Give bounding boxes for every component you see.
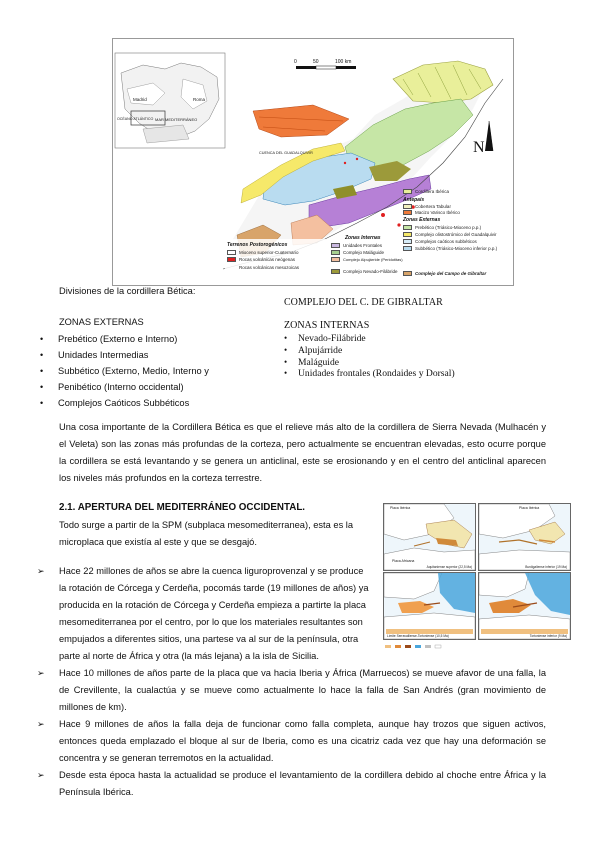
bullet-9ma: ➢ Hace 9 millones de años la falla deja de funcionar como falla completa, aunque hay trozos que siguen activos, entonces queda emplazado el bloque al sur de Iberia, como es una cicatriz cada vez que hay una deformación se concentra y se generan terremotos en la actualidad. [37, 716, 546, 767]
section-intro-line-1: Todo surge a partir de la SPM (subplaca mesomediterranea), esta es la [59, 520, 354, 530]
list-item: • Unidades frontales (Rondaides y Dorsal) [270, 368, 590, 380]
legend-swatch-iberica [403, 189, 412, 194]
legend-swatch-neogenas [227, 257, 236, 262]
list-item: • Maláguide [270, 357, 590, 369]
legend-swatch-macizo [403, 210, 412, 215]
legend-mioceno: Mioceno superior-Cuaternario [239, 250, 299, 255]
panels-legend-drawing [383, 644, 569, 649]
legend-swatch-caoticos [403, 239, 412, 244]
legend-complejo-guadalquivir: Complejo olistostrómico del Guadalquivir [415, 232, 497, 237]
legend-swatch-guadalquivir [403, 232, 412, 237]
bullet-22ma [37, 563, 389, 665]
panels-legend-strip [383, 636, 569, 641]
intro-paragraph: Una cosa importante de la Cordillera Bética es que el relieve más alto de la cordillera de Sierra Nevada (Mulhacén y el Veleta) son las zonas más profundas de la corteza, pero actualmente se encuentran elevadas, esto ocurre porque la cordillera se está levantando y se genera un anticlinal, este se erosionando y en el centro del anticlinal aparecen los niveles más profundos en la corteza terrestre. [59, 422, 546, 483]
map-cuenca-label: CUENCA DEL GUADALQUIVIR [259, 151, 313, 155]
north-arrow-label: N [473, 139, 485, 156]
panel-1-iberica: Placa Ibérica [390, 506, 411, 510]
complejo-gibraltar-title: COMPLEJO DEL C. DE GIBRALTAR [284, 297, 443, 308]
bullet-22ma-line: parte al norte de África y otra (la más lejana) a la isla de Sicilia. [59, 651, 319, 661]
panel-4-caption: Tortoniense inferior (9 Ma) [529, 634, 567, 638]
inset-atlantico-label: OCÉANO ATLÁNTICO [117, 117, 154, 121]
bullet-10ma: ➢ Hace 10 millones de años parte de la placa que va hacia Iberia y África (Marruecos) se mueve afavor de una falla, la de Crevillente, la cualactúa y se mueve como actualmente lo hace la falla de San Andrés (gran movimiento de millones de km). [37, 665, 546, 716]
legend-complejo-campo: Complejo del Campo de Gibraltar [415, 271, 487, 276]
panel-burdigaliense-drawing [479, 504, 570, 570]
section-heading: 2.1. APERTURA DEL MEDITERRÁNEO OCCIDENTAL. [59, 502, 306, 513]
legend-complejo-alpujarride: Complejo Alpujárride (Peridotitas) [343, 257, 403, 262]
legend-complejos-caoticos: Complejos caóticos subbéticos [415, 239, 477, 244]
legend-complejo-nevado: Complejo Nevado-Filábride [343, 269, 398, 274]
legend-cordillera-iberica: Cordillera Ibérica [415, 189, 450, 194]
inset-mediterraneo-label: MAR MEDITERRÁNEO [155, 117, 198, 122]
legend-swatch-subbetico [403, 246, 412, 251]
bullet-22ma-line: mesomediterranea por el centro, por lo que los materiales resultantes son [59, 617, 363, 627]
list-item: • Penibético (Interno occidental) [36, 379, 276, 395]
legend-swatch-nevado [331, 269, 340, 274]
scale-50: 50 [313, 59, 319, 65]
bullet-22ma-line: empujados a diferentes sitios, una partese va al sur de la península, otra [59, 634, 359, 644]
list-item: • Unidades Intermedias [36, 347, 276, 363]
legend-postorogenicos-head: Terrenos Postorogénicos [227, 242, 288, 248]
panel-1-caption: Aquitaniense superior (22,5 Ma) [426, 565, 472, 569]
legend-rocas-mesozoicas: Rocas volcánicas mesozoicas [239, 265, 300, 270]
panel-tortoniense [478, 572, 571, 640]
section-intro-line-2: microplaca que existía al este y que se desgajó. [59, 537, 257, 547]
legend-subbetico: Subbético (Triásico-Mioceno inferior p.p.) [415, 246, 498, 251]
bullet-22ma-line: la rotación de Córcega y Cerdeña, pocomás tarde (19 millones de años) ya [59, 583, 369, 593]
panel-serravalliense [383, 572, 476, 640]
legend-swatch-mioceno [227, 250, 236, 255]
bullet-actualidad: ➢ Desde esta época hasta la actualidad se produce el levantamiento de la cordillera debido al choche entre África y la Península Ibérica. [37, 767, 546, 801]
legend-complejo-malaguide: Complejo Maláguide [343, 250, 385, 255]
scale-100: 100 km [335, 59, 352, 65]
legend-swatch-prebetico [403, 225, 412, 230]
plate-evolution-figure [383, 503, 569, 640]
list-item: • Prebético (Externo e Interno) [36, 331, 276, 347]
bullet-22ma-line: producida en la rotación de Córcega y Cerdeña empieza a partirte la placa [59, 600, 366, 610]
figure-caption: Divisiones de la cordillera Bética: [59, 286, 196, 296]
legend-cobertera: Cobertera Tabular [415, 204, 451, 209]
legend-macizo: Macizo Varisco Ibérico [415, 210, 460, 215]
legend-zonas-internas-head: Zonas Internas [345, 235, 381, 241]
panel-1-africana: Placa Africana [392, 559, 415, 563]
scale-0: 0 [294, 59, 297, 65]
zonas-internas-list [270, 333, 590, 380]
legend-swatch-malaguide [331, 250, 340, 255]
panel-tortoniense-drawing [479, 573, 570, 639]
zonas-externas-title: ZONAS EXTERNAS [59, 317, 144, 327]
list-item: • Subbético (Externo, Medio, Interno y [36, 363, 276, 379]
inset-roma-label: Roma [193, 97, 206, 102]
legend-swatch-alpujarride [331, 257, 340, 262]
panel-3-caption: Límite Serravalliense-Tortoniense (10,5 Ma) [387, 634, 449, 638]
panel-serravalliense-drawing [384, 573, 475, 639]
panel-aquitaniense [383, 503, 476, 571]
legend-zonas-externas-head: Zonas Externas [403, 217, 441, 223]
inset-madrid-label: Madrid [133, 97, 147, 102]
list-item: • Complejos Caóticos Subbéticos [36, 395, 276, 411]
panel-burdigaliense [478, 503, 571, 571]
geological-map-figure [112, 38, 514, 286]
legend-swatch-cobertera [403, 204, 412, 209]
legend-swatch-campo [403, 271, 412, 276]
panel-2-iberica: Placa Ibérica [519, 506, 540, 510]
bullet-list-rest [37, 665, 546, 801]
zonas-internas-title: ZONAS INTERNAS [284, 320, 370, 331]
legend-unidades-frontales: Unidades Frontales [343, 243, 383, 248]
list-item: • Alpujárride [270, 345, 590, 357]
legend-rocas-neogenas: Rocas volcánicas neógenas [239, 257, 296, 262]
panel-2-caption: Burdigaliense inferior (19 Ma) [525, 565, 567, 569]
bullet-22ma-item [37, 563, 389, 665]
legend-prebetico: Prebético (Triásico-Mioceno p.p.) [415, 225, 482, 230]
zonas-externas-list [36, 331, 276, 411]
legend-antepais-head: Antepaís [403, 197, 425, 203]
list-item: • Nevado-Filábride [270, 333, 590, 345]
bullet-22ma-line: ➢ Hace 22 millones de años se abre la cuenca liguroprovenzal y se produce [59, 566, 364, 576]
legend-swatch-frontales [331, 243, 340, 248]
